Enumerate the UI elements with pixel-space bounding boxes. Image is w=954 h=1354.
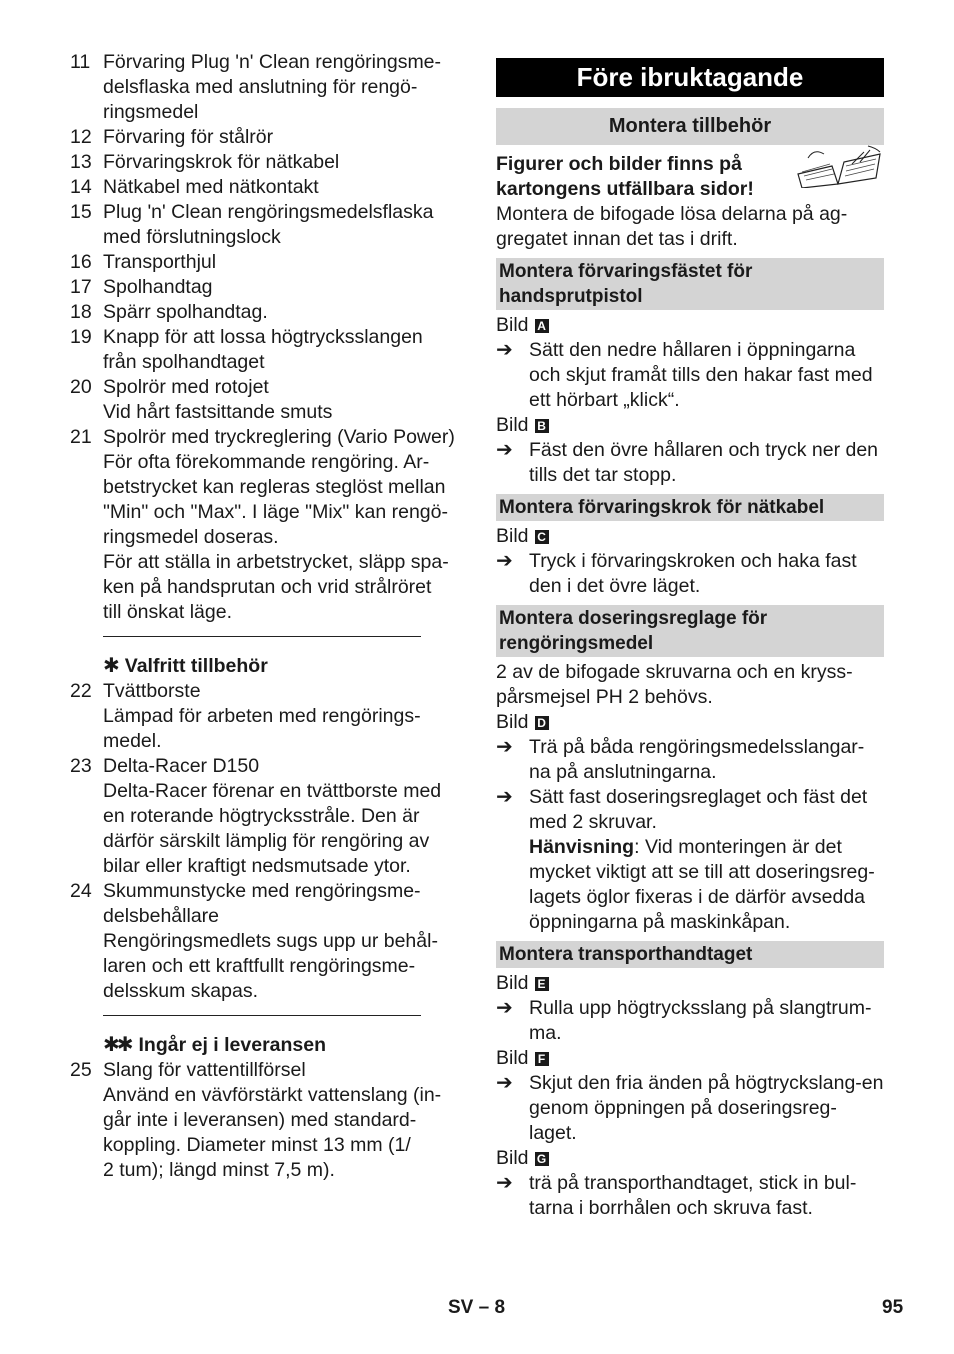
double-asterisk-icon: ✱✱ <box>103 1034 131 1056</box>
asterisk-icon: ✱ <box>103 655 117 677</box>
figure-reference <box>496 710 884 735</box>
text-line: ken på handsprutan och vrid strålröret <box>103 576 432 598</box>
figure-reference <box>496 1046 884 1071</box>
item-text <box>103 754 462 879</box>
assembly-heading: Montera förvaringskrok för nätkabel <box>496 494 884 521</box>
text-line: delsskum skapas. <box>103 980 258 1002</box>
list-item <box>70 275 462 300</box>
arrow-icon: ➔ <box>496 736 513 758</box>
text-line: går inte i leveransen) med standard- <box>103 1109 417 1131</box>
figure-label: Bild <box>496 1147 529 1169</box>
item-text <box>103 879 462 1004</box>
subsection-heading: Montera tillbehör <box>496 108 884 145</box>
figure-letter-icon: E <box>535 977 549 991</box>
list-item <box>70 200 462 250</box>
item-number: 14 <box>70 176 92 198</box>
text-line: Delta-Racer förenar en tvättborste med <box>103 780 442 802</box>
step-text: Tryck i förvaringskroken och haka fast den i det övre läget. <box>529 550 857 597</box>
item-number: 12 <box>70 126 92 148</box>
list-item <box>70 175 462 200</box>
intro <box>496 152 884 252</box>
list-item <box>70 425 462 625</box>
figure-label: Bild <box>496 414 529 436</box>
text-line: Spärr spolhandtag. <box>103 301 268 323</box>
item-number: 23 <box>70 755 92 777</box>
list-item <box>70 125 462 150</box>
item-number: 24 <box>70 880 92 902</box>
item-number: 22 <box>70 680 92 702</box>
text-line: Spolhandtag <box>103 276 213 298</box>
text-line: delsflaska med anslutning för rengö- <box>103 76 418 98</box>
list-item <box>70 1058 462 1183</box>
assembly-heading: Montera förvaringsfästet för handsprutpistol <box>496 258 884 310</box>
text-line: Plug 'n' Clean rengöringsmedelsflaska <box>103 201 434 223</box>
text-line: Förvaring Plug 'n' Clean rengöringsme- <box>103 51 442 73</box>
figure-reference <box>496 524 884 549</box>
item-text <box>103 125 462 150</box>
item-text <box>103 300 462 325</box>
text-line: "Min" och "Max". I läge "Mix" kan rengö- <box>103 501 448 523</box>
open-book-icon <box>794 144 884 188</box>
list-item <box>70 375 462 425</box>
list-item <box>70 679 462 754</box>
list-item <box>70 250 462 275</box>
right-column <box>496 50 884 1221</box>
list-item <box>70 50 462 125</box>
figure-label: Bild <box>496 711 529 733</box>
item-number: 19 <box>70 326 92 348</box>
arrow-icon: ➔ <box>496 1172 513 1194</box>
text-line: från spolhandtaget <box>103 351 265 373</box>
item-number: 21 <box>70 426 92 448</box>
item-text <box>103 175 462 200</box>
arrow-icon: ➔ <box>496 997 513 1019</box>
instruction-step <box>496 1071 884 1146</box>
text-line: Förvaringskrok för nätkabel <box>103 151 340 173</box>
item-text <box>103 1058 462 1183</box>
page-number: 95 <box>882 1297 904 1318</box>
item-text <box>103 200 462 250</box>
text-line: För ofta förekommande rengöring. Ar- <box>103 451 430 473</box>
left-column <box>70 50 462 1183</box>
figure-reference <box>496 413 884 438</box>
instruction-step <box>496 1171 884 1221</box>
text-line: Använd en vävförstärkt vattenslang (in- <box>103 1084 442 1106</box>
note-label: Hänvisning <box>529 836 635 858</box>
item-number: 20 <box>70 376 92 398</box>
assembly-heading: Montera doseringsreglage för rengöringsmedel <box>496 605 884 657</box>
text-line: bilar eller kraftigt nedsmutsade ytor. <box>103 855 411 877</box>
text-line: koppling. Diameter minst 13 mm (1/ <box>103 1134 411 1156</box>
note <box>529 835 884 935</box>
text-line: För att ställa in arbetstrycket, släpp spa- <box>103 551 449 573</box>
item-text <box>103 375 462 425</box>
instruction-step <box>496 996 884 1046</box>
step-text: Sätt fast doseringsreglaget och fäst det med 2 skruvar. <box>529 786 868 833</box>
not-included-heading: ✱✱ Ingår ej i leveransen <box>103 1034 327 1056</box>
text-line: Rengöringsmedlets sugs upp ur behål- <box>103 930 438 952</box>
figure-letter-icon: G <box>535 1152 549 1166</box>
item-number: 11 <box>70 51 91 73</box>
footer-section-label: SV – 8 <box>448 1297 506 1318</box>
figure-reference <box>496 313 884 338</box>
text-line: 2 tum); längd minst 7,5 m). <box>103 1159 335 1181</box>
item-text <box>103 679 462 754</box>
figure-label: Bild <box>496 1047 529 1069</box>
figure-letter-icon: D <box>535 716 549 730</box>
list-item <box>70 754 462 879</box>
text-line: Spolrör med tryckreglering (Vario Power) <box>103 426 455 448</box>
optional-accessories-heading: ✱ Valfritt tillbehör <box>103 655 268 677</box>
text-line: Knapp för att lossa högtrycksslangen <box>103 326 423 348</box>
figure-label: Bild <box>496 314 529 336</box>
text-line: Spolrör med rotojet <box>103 376 269 398</box>
item-text <box>103 275 462 300</box>
arrow-icon: ➔ <box>496 1072 513 1094</box>
text-line: Förvaring för stålrör <box>103 126 274 148</box>
step-text: Rulla upp högtrycksslang på slangtrum-ma. <box>529 997 872 1044</box>
text-line: Skummunstycke med rengöringsme- <box>103 880 421 902</box>
text-line: Nätkabel med nätkontakt <box>103 176 319 198</box>
divider <box>103 1015 421 1016</box>
assembly-sections <box>496 258 884 1221</box>
step-text: Fäst den övre hållaren och tryck ner den tills det tar stopp. <box>529 439 879 486</box>
step-text: Skjut den fria änden på högtryckslang-en genom öppningen på doseringsreg-laget. <box>529 1072 884 1144</box>
item-number: 25 <box>70 1059 92 1081</box>
item-number: 15 <box>70 201 92 223</box>
item-text <box>103 425 462 625</box>
step-text: trä på transporthandtaget, stick in bul-tarna i borrhålen och skruva fast. <box>529 1172 857 1219</box>
instruction-step <box>496 438 884 488</box>
figure-letter-icon: B <box>535 419 549 433</box>
item-text <box>103 250 462 275</box>
text-line: med förslutningslock <box>103 226 281 248</box>
arrow-icon: ➔ <box>496 786 513 808</box>
list-item <box>70 300 462 325</box>
arrow-icon: ➔ <box>496 550 513 572</box>
item-text <box>103 50 462 125</box>
figure-label: Bild <box>496 972 529 994</box>
arrow-icon: ➔ <box>496 439 513 461</box>
item-number: 18 <box>70 301 92 323</box>
intro-note: Figurer och bilder finns på kartongens utfällbara sidor! <box>496 153 754 200</box>
list-item <box>70 879 462 1004</box>
figure-reference <box>496 1146 884 1171</box>
note-text: : Vid monteringen är det mycket viktigt att se till att doseringsreg-lagets öglor fixeras i de därför avsedda öppningarna på maskinkåpan. <box>529 836 875 933</box>
list-item <box>70 150 462 175</box>
figure-label: Bild <box>496 525 529 547</box>
text-line: betstrycket kan regleras steglöst mellan <box>103 476 446 498</box>
instruction-step <box>496 735 884 785</box>
divider <box>103 636 421 637</box>
text-line: därför särskilt lämplig för rengöring av <box>103 830 430 852</box>
assembly-intro: 2 av de bifogade skruvarna och en kryss-pårsmejsel PH 2 behövs. <box>496 661 853 708</box>
list-item <box>70 325 462 375</box>
item-text <box>103 150 462 175</box>
item-number: 16 <box>70 251 92 273</box>
step-text: Trä på båda rengöringsmedelsslangar-na på anslutningarna. <box>529 736 865 783</box>
text-line: Delta-Racer D150 <box>103 755 260 777</box>
instruction-step <box>496 549 884 599</box>
instruction-step <box>496 338 884 413</box>
text-line: ringsmedel <box>103 101 199 123</box>
item-text <box>103 325 462 375</box>
text-line: Slang för vattentillförsel <box>103 1059 306 1081</box>
instruction-step <box>496 785 884 835</box>
not-included-list <box>70 1058 462 1183</box>
optional-accessories-list <box>70 679 462 1004</box>
text-line: ringsmedel doseras. <box>103 526 279 548</box>
figure-reference <box>496 971 884 996</box>
text-line: Transporthjul <box>103 251 217 273</box>
text-line: delsbehållare <box>103 905 220 927</box>
text-line: Tvättborste <box>103 680 201 702</box>
item-number: 17 <box>70 276 92 298</box>
figure-letter-icon: A <box>535 319 549 333</box>
parts-list <box>70 50 462 625</box>
intro-text: Montera de bifogade lösa delarna på ag-gregatet innan det tas i drift. <box>496 203 848 250</box>
text-line: till önskat läge. <box>103 601 232 623</box>
text-line: Vid hårt fastsittande smuts <box>103 401 333 423</box>
figure-letter-icon: F <box>535 1052 549 1066</box>
step-text: Sätt den nedre hållaren i öppningarna och skjut framåt tills den hakar fast med ett hörbart „klick“. <box>529 339 873 411</box>
item-number: 13 <box>70 151 92 173</box>
text-line: laren och ett kraftfullt rengöringsme- <box>103 955 416 977</box>
assembly-heading: Montera transporthandtaget <box>496 941 884 968</box>
text-line: en roterande högtrycksstråle. Den är <box>103 805 420 827</box>
figure-letter-icon: C <box>535 530 549 544</box>
text-line: medel. <box>103 730 162 752</box>
text-line: Lämpad för arbeten med rengörings- <box>103 705 421 727</box>
section-heading: Före ibruktagande <box>496 58 884 97</box>
arrow-icon: ➔ <box>496 339 513 361</box>
